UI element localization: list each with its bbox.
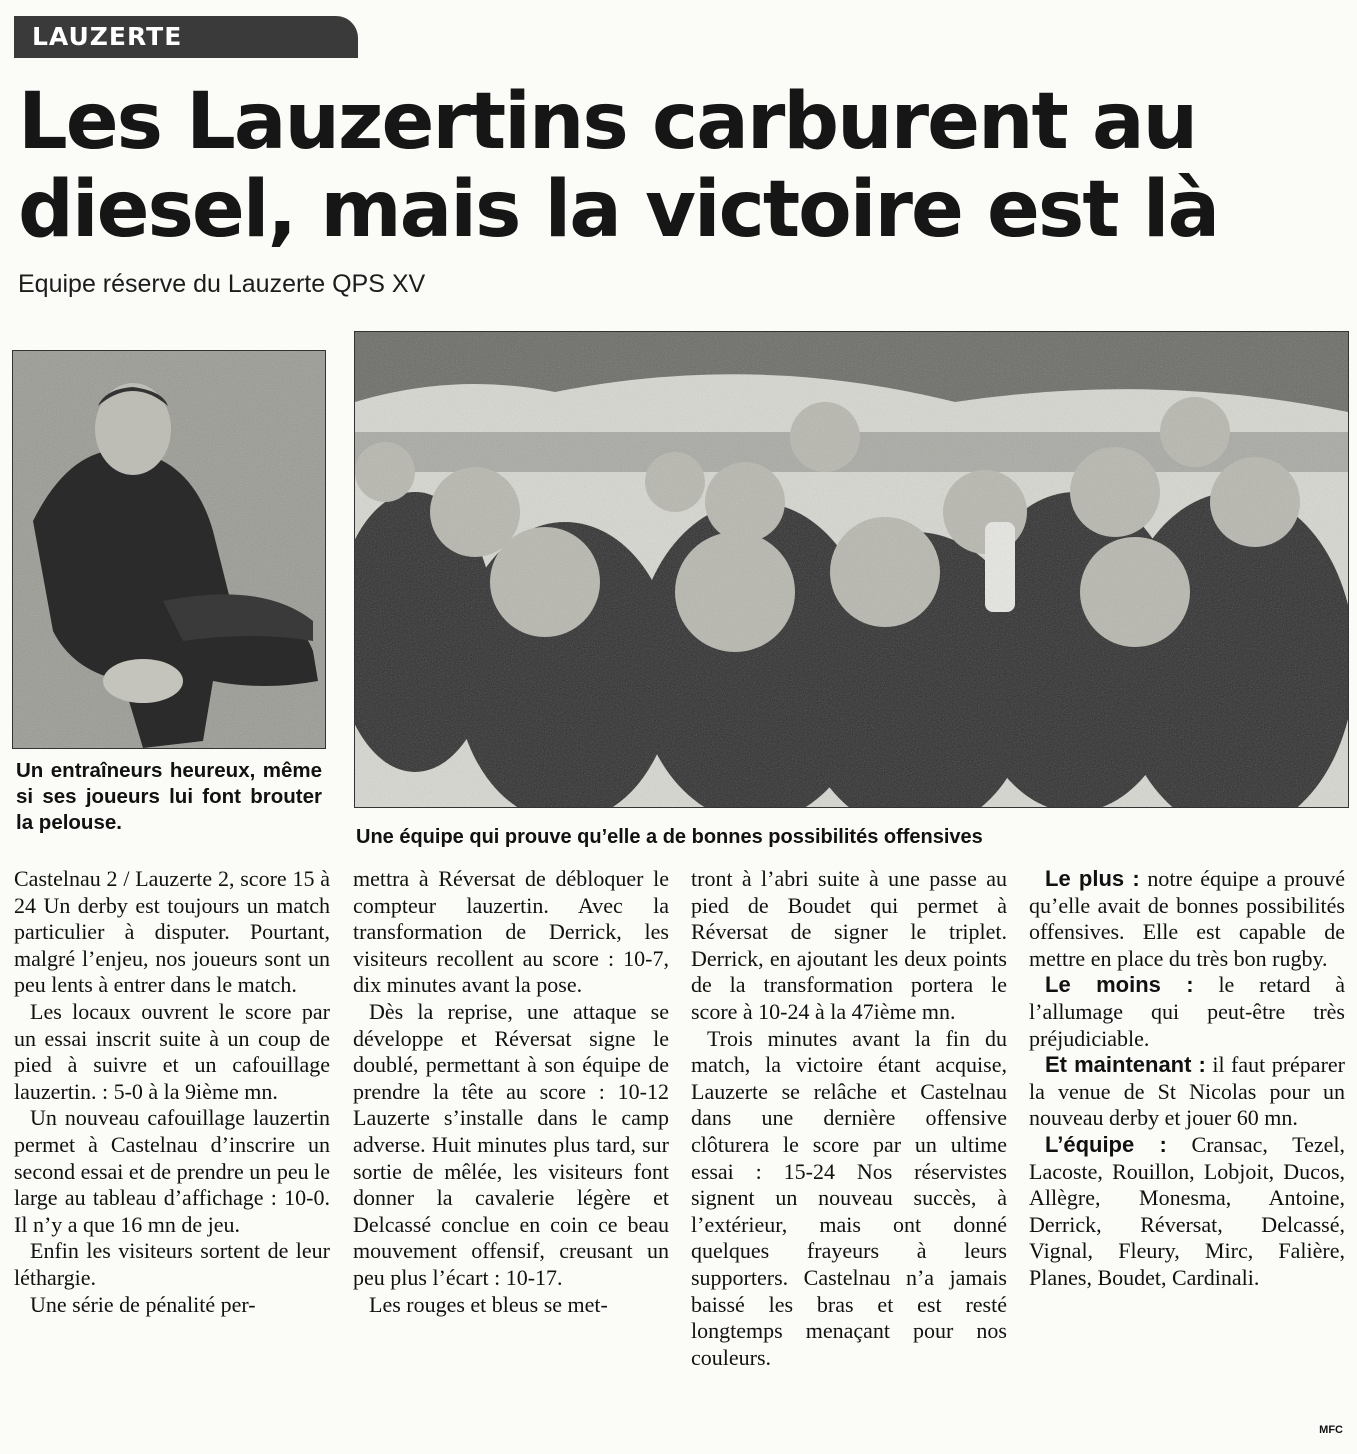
paragraph: tront à l’abri suite à une passe au pied de Boudet qui permet à Réversat de signer le triplet. Derrick, en ajoutant les deux points de la transformation portera le score à 10-24 à la 47ième mn.: [691, 866, 1007, 1024]
article-column-4: [1029, 866, 1345, 1292]
article-column-2: [353, 866, 669, 1318]
rubric-label: LAUZERTE: [32, 22, 183, 51]
label-le-plus: Le plus :: [1045, 866, 1140, 891]
paragraph: Trois minutes avant la fin du match, la victoire étant acquise, Lauzerte se relâche et Castelnau dans une dernière offensive clôturera le score par un ultime essai : 15-24 Nos réservistes signent un nouveau succès, à l’extérieur, mais ont donné quelques frayeurs à leurs supporters. Castelnau n’a jamais baissé les bras et est resté longtemps menaçant pour nos couleurs.: [691, 1025, 1007, 1370]
text-le-moins: le retard à l’allumage qui peut-être très préjudiciable.: [1029, 972, 1346, 1051]
article-column-3: [691, 866, 1007, 1371]
label-equipe: L’équipe :: [1045, 1131, 1167, 1157]
headline: Les Lauzertins carburent au diesel, mais la victoire est là: [18, 77, 1219, 255]
paragraph: Enfin les visiteurs sortent de leur léthargie.: [14, 1238, 330, 1290]
paragraph-et-maintenant: [1029, 1052, 1345, 1132]
author-signature: MFC: [1319, 1424, 1343, 1436]
text-le-plus: notre équipe a prouvé qu’elle avait de bonnes possibilités offensives. Elle est capable de mettre en place du très bon rugby.: [1029, 866, 1345, 971]
label-et-maintenant: Et maintenant :: [1045, 1052, 1206, 1078]
paragraph-le-plus: [1029, 866, 1345, 972]
paragraph: Castelnau 2 / Lauzerte 2, score 15 à 24 Un derby est toujours un match particulier à disputer. Pourtant, malgré l’enjeu, nos joueurs sont un peu lents à entrer dans le match.: [14, 866, 330, 998]
coach-photo-caption: Un entraîneurs heureux, même si ses joueurs lui font brouter la pelouse.: [16, 759, 322, 834]
team-photo-caption: Une équipe qui prouve qu’elle a de bonnes possibilités offensives: [356, 826, 983, 848]
team-huddle-photo: [354, 331, 1349, 808]
article-column-1: [14, 866, 330, 1318]
paragraph: mettra à Réversat de débloquer le compteur lauzertin. Avec la transformation de Derrick, les visiteurs recollent au score : 10-7, dix minutes avant la pose.: [353, 866, 669, 998]
subtitle: Equipe réserve du Lauzerte QPS XV: [18, 270, 426, 298]
paragraph: Les locaux ouvrent le score par un essai inscrit suite à un coup de pied à suivre et un cafouillage lauzertin. : 5-0 à la 9ième mn.: [14, 998, 330, 1104]
coach-photo: [12, 350, 326, 749]
label-le-moins: Le moins :: [1045, 972, 1194, 998]
paragraph: Une série de pénalité per-: [30, 1291, 256, 1317]
paragraph-equipe: [1029, 1132, 1345, 1292]
text-et-maintenant: il faut préparer la venue de St Nicolas pour un nouveau derby et jouer 60 mn.: [1029, 1052, 1345, 1131]
text-equipe: Cransac, Tezel, Lacoste, Rouillon, Lobjoit, Ducos, Allègre, Monesma, Antoine, Derrick, Réversat, Delcassé, Vignal, Fleury, Mirc, Falière, Planes, Boudet, Cardinali.: [1029, 1131, 1345, 1290]
section-rubric: [14, 16, 358, 58]
paragraph: Les rouges et bleus se met-: [369, 1291, 608, 1317]
paragraph: Un nouveau cafouillage lauzertin permet à Castelnau d’inscrire un second essai et de prendre un peu le large au tableau d’affichage : 10-0. Il n’y a que 16 mn de jeu.: [14, 1105, 330, 1237]
paragraph: Dès la reprise, une attaque se développe et Réversat signe le doublé, permettant à son équipe de prendre la tête au score : 10-12 Lauzerte s’installe dans le camp adverse. Huit minutes plus tard, sur sortie de mêlée, les visiteurs font donner la cavalerie légère et Delcassé conclue en coin ce beau mouvement offensif, creusant un peu plus l’écart : 10-17.: [353, 998, 669, 1290]
paragraph-le-moins: [1029, 972, 1345, 1052]
